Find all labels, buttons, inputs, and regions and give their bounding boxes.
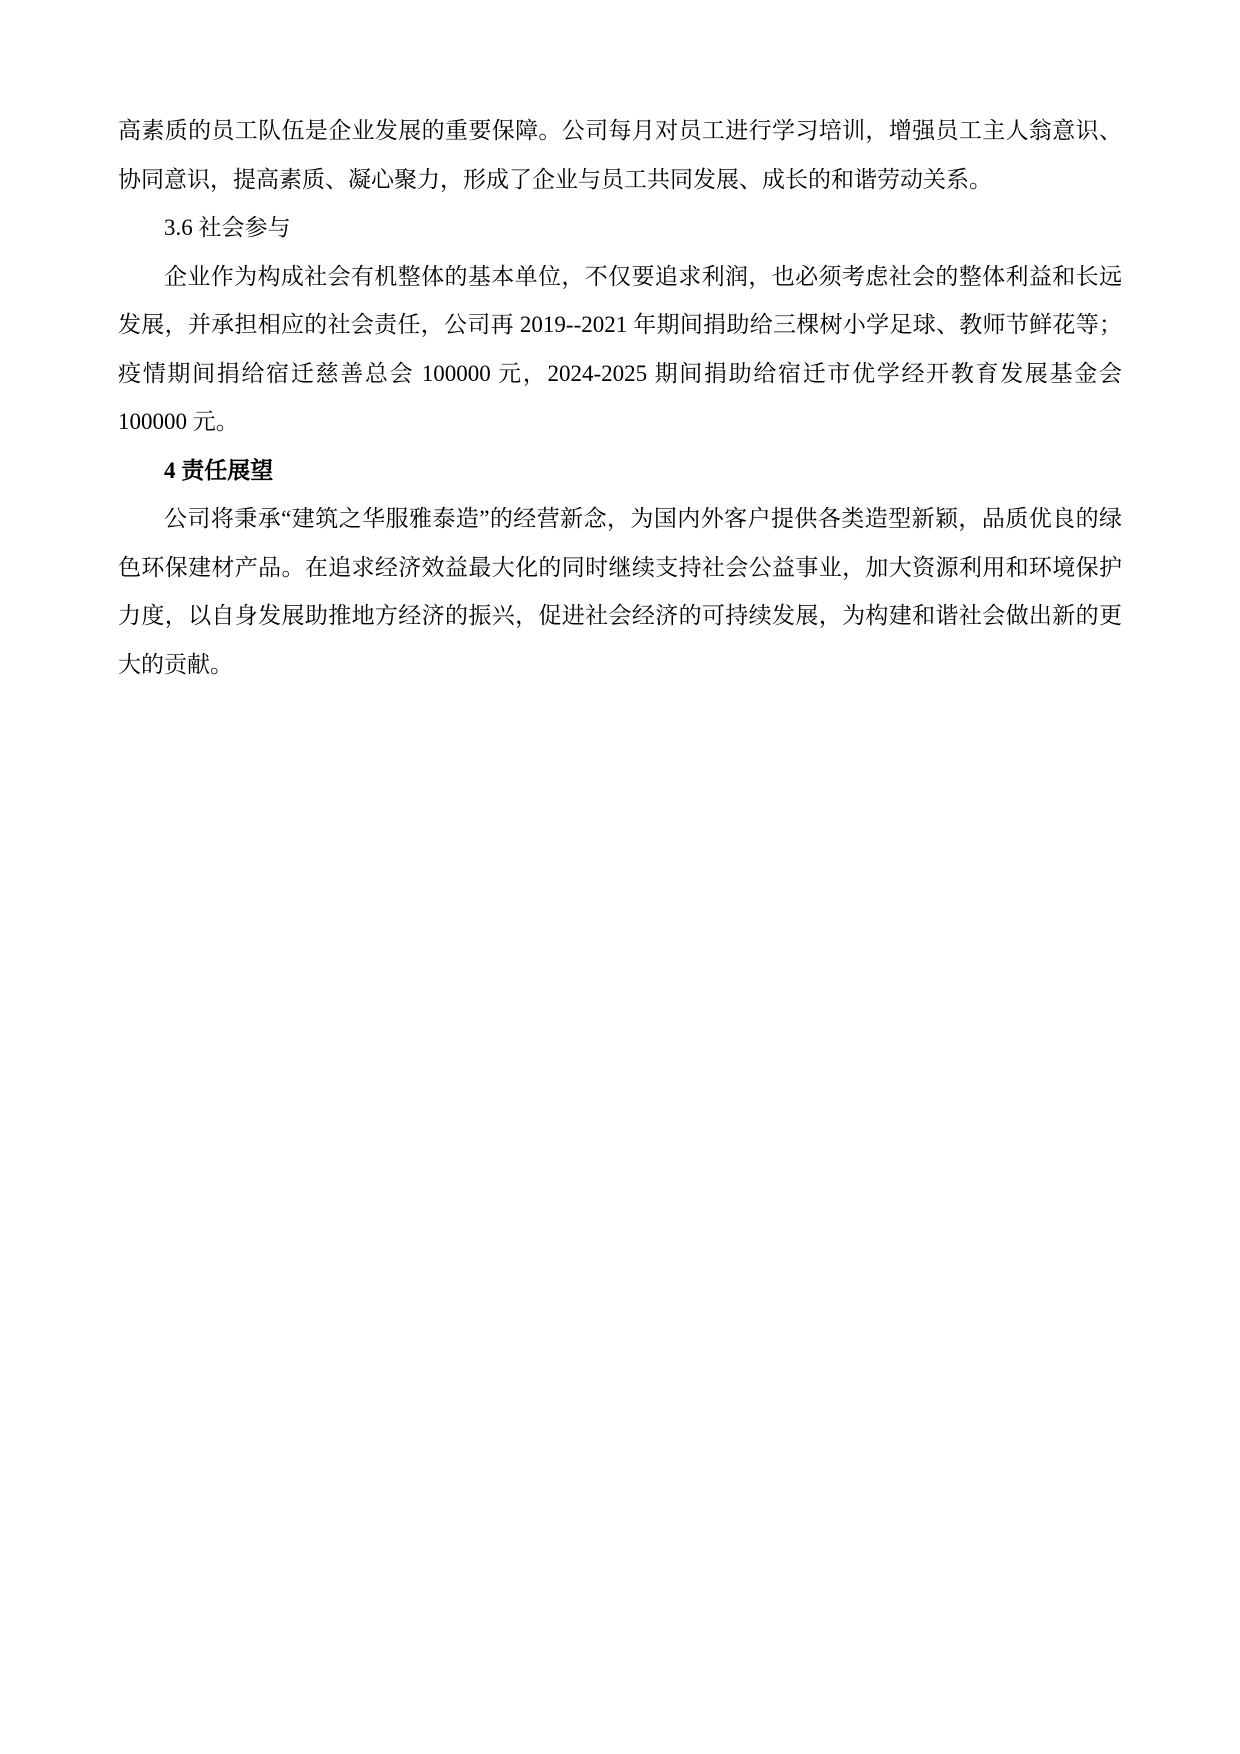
paragraph-social-participation: 企业作为构成社会有机整体的基本单位，不仅要追求利润，也必须考虑社会的整体利益和长远发展，并承担相应的社会责任，公司再 2019--2021 年期间捐助给三棵树小学足球、教师节鲜花等；疫情期间捐给宿迁慈善总会 100000 元，2024-2025 期间捐助给宿迁市优学经开教育发展基金会 100000 元。 bbox=[118, 263, 1122, 434]
heading-social-participation: 3.6 社会参与 bbox=[164, 215, 291, 240]
paragraph-employee-training: 高素质的员工队伍是企业发展的重要保障。公司每月对员工进行学习培训，增强员工主人翁意识、协同意识，提高素质、凝心聚力，形成了企业与员工共同发展、成长的和谐劳动关系。 bbox=[118, 118, 1122, 192]
paragraph-responsibility-outlook: 公司将秉承“建筑之华服雅泰造”的经营新念，为国内外客户提供各类造型新颖，品质优良的绿色环保建材产品。在追求经济效益最大化的同时继续支持社会公益事业，加大资源利用和环境保护力度，以自身发展助推地方经济的振兴，促进社会经济的可持续发展，为构建和谐社会做出新的更大的贡献。 bbox=[118, 506, 1122, 677]
heading-responsibility-outlook: 4 责任展望 bbox=[164, 457, 274, 483]
document-content bbox=[0, 0, 1240, 689]
